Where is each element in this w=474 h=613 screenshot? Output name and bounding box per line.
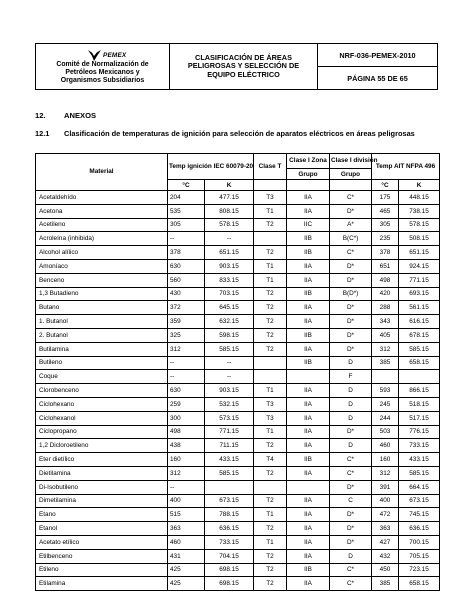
- header-temp-ait: Temp AIT NFPA 496: [372, 154, 440, 180]
- cell-ait-kelvin: 517.15: [399, 411, 440, 425]
- cell-ign-celsius: 630: [168, 259, 205, 273]
- cell-ait-kelvin: 636.15: [399, 522, 440, 536]
- cell-clase-t: T2: [254, 218, 287, 232]
- cell-division-grupo: D*: [330, 328, 372, 342]
- cell-division-grupo: D*: [330, 535, 372, 549]
- cell-zona-grupo: IIA: [287, 439, 330, 453]
- cell-clase-t: T1: [254, 204, 287, 218]
- cell-zona-grupo: IIB: [287, 246, 330, 260]
- cell-division-grupo: C*: [330, 466, 372, 480]
- cell-ign-celsius: 535: [168, 204, 205, 218]
- cell-zona-grupo: IIA: [287, 508, 330, 522]
- cell-division-grupo: D*: [330, 342, 372, 356]
- cell-material: 1,2 Dicloroetileno: [36, 439, 168, 453]
- section-number: 12.: [35, 111, 46, 120]
- cell-ait-celsius: 405: [372, 328, 399, 342]
- pemex-logo: [88, 49, 126, 61]
- cell-division-grupo: C*: [330, 563, 372, 577]
- cell-ait-celsius: 503: [372, 425, 399, 439]
- cell-material: Ciclopropano: [36, 425, 168, 439]
- cell-ait-kelvin: 924.15: [399, 259, 440, 273]
- cell-ait-celsius: 420: [372, 287, 399, 301]
- cell-ait-kelvin: 518.15: [399, 397, 440, 411]
- page-number: PÁGINA 55 DE 65: [347, 73, 408, 83]
- cell-division-grupo: A*: [330, 218, 372, 232]
- cell-ign-celsius: 515: [168, 508, 205, 522]
- cell-ign-kelvin: 703.15: [205, 287, 254, 301]
- cell-clase-t: T3: [254, 397, 287, 411]
- cell-clase-t: T2: [254, 315, 287, 329]
- cell-ait-celsius: 450: [372, 563, 399, 577]
- cell-material: Butileno: [36, 356, 168, 370]
- cell-clase-t: T2: [254, 466, 287, 480]
- table-row: [36, 439, 440, 453]
- cell-ign-celsius: --: [168, 370, 205, 384]
- cell-ign-kelvin: 903.15: [205, 259, 254, 273]
- cell-ign-celsius: --: [168, 232, 205, 246]
- cell-clase-t: T1: [254, 425, 287, 439]
- table-row: [36, 535, 440, 549]
- cell-clase-t: T1: [254, 508, 287, 522]
- cell-ign-celsius: --: [168, 356, 205, 370]
- cell-division-grupo: C*: [330, 577, 372, 591]
- cell-clase-t: T1: [254, 273, 287, 287]
- table-row: [36, 480, 440, 494]
- cell-ait-kelvin: 700.15: [399, 535, 440, 549]
- cell-ait-kelvin: 705.15: [399, 549, 440, 563]
- ignition-temperature-table: [35, 153, 440, 591]
- cell-ign-celsius: 400: [168, 494, 205, 508]
- table-row: [36, 342, 440, 356]
- cell-material: 1. Butanol: [36, 315, 168, 329]
- cell-clase-t: T1: [254, 535, 287, 549]
- cell-material: Benceno: [36, 273, 168, 287]
- cell-ign-celsius: 359: [168, 315, 205, 329]
- cell-ait-celsius: 288: [372, 301, 399, 315]
- cell-material: Butilamina: [36, 342, 168, 356]
- cell-material: Eter dietílico: [36, 453, 168, 467]
- cell-material: Ciclohexano: [36, 397, 168, 411]
- cell-clase-t: T2: [254, 494, 287, 508]
- committee-line: Petróleos Mexicanos y: [65, 69, 140, 77]
- cell-ait-celsius: 378: [372, 246, 399, 260]
- cell-ait-kelvin: 693.15: [399, 287, 440, 301]
- table-row: [36, 411, 440, 425]
- cell-ign-celsius: 305: [168, 218, 205, 232]
- header-empty: [330, 180, 372, 191]
- cell-ait-celsius: 160: [372, 453, 399, 467]
- cell-ait-kelvin: 866.15: [399, 384, 440, 398]
- cell-ait-kelvin: 658.15: [399, 356, 440, 370]
- cell-ign-kelvin: 573.15: [205, 411, 254, 425]
- table-row: [36, 218, 440, 232]
- table-row: [36, 563, 440, 577]
- cell-ait-celsius: 472: [372, 508, 399, 522]
- header-celsius: °C: [372, 180, 399, 191]
- header-temp-ignicion: Temp ignición IEC 60079-20: [168, 154, 254, 180]
- table-row: [36, 508, 440, 522]
- cell-ign-celsius: 438: [168, 439, 205, 453]
- cell-material: Dimetilamina: [36, 494, 168, 508]
- cell-ait-celsius: 343: [372, 315, 399, 329]
- table-row: [36, 425, 440, 439]
- cell-division-grupo: C*: [330, 246, 372, 260]
- cell-ait-kelvin: 508.15: [399, 232, 440, 246]
- cell-material: Amoníaco: [36, 259, 168, 273]
- cell-division-grupo: D: [330, 411, 372, 425]
- cell-ign-celsius: 204: [168, 191, 205, 205]
- committee-line: Organismos Subsidiarios: [60, 77, 145, 85]
- cell-ign-kelvin: --: [205, 370, 254, 384]
- cell-clase-t: T2: [254, 549, 287, 563]
- cell-ait-celsius: 244: [372, 411, 399, 425]
- cell-ait-kelvin: 733.15: [399, 439, 440, 453]
- subsection-heading: [35, 130, 439, 139]
- cell-clase-t: T1: [254, 259, 287, 273]
- table-row: [36, 549, 440, 563]
- cell-ign-kelvin: 704.15: [205, 549, 254, 563]
- section-title: ANEXOS: [64, 111, 97, 120]
- cell-ign-kelvin: --: [205, 356, 254, 370]
- cell-ign-kelvin: 903.15: [205, 384, 254, 398]
- cell-clase-t: T3: [254, 191, 287, 205]
- cell-zona-grupo: IIB: [287, 356, 330, 370]
- table-row: [36, 370, 440, 384]
- cell-ait-celsius: 432: [372, 549, 399, 563]
- cell-material: Acroleína (inhibida): [36, 232, 168, 246]
- subsection-title: Clasificación de temperaturas de ignición para selección de aparatos eléctricos en áreas peligrosas: [64, 129, 415, 138]
- cell-ign-celsius: 312: [168, 466, 205, 480]
- cell-division-grupo: D*: [330, 259, 372, 273]
- cell-zona-grupo: IIA: [287, 204, 330, 218]
- cell-material: Butano: [36, 301, 168, 315]
- cell-division-grupo: B(D*): [330, 287, 372, 301]
- cell-ign-celsius: 425: [168, 563, 205, 577]
- cell-ign-celsius: 498: [168, 425, 205, 439]
- cell-ait-kelvin: 616.15: [399, 315, 440, 329]
- cell-clase-t: T2: [254, 301, 287, 315]
- cell-division-grupo: D: [330, 549, 372, 563]
- cell-ign-celsius: 312: [168, 342, 205, 356]
- section-heading: [35, 111, 96, 120]
- cell-ait-kelvin: 448.15: [399, 191, 440, 205]
- cell-clase-t: [254, 356, 287, 370]
- cell-division-grupo: B(C*): [330, 232, 372, 246]
- cell-division-grupo: C*: [330, 191, 372, 205]
- cell-clase-t: T3: [254, 411, 287, 425]
- cell-division-grupo: F: [330, 370, 372, 384]
- table-row: [36, 494, 440, 508]
- cell-material: Acetaldehído: [36, 191, 168, 205]
- logo-text: PEMEX: [103, 51, 127, 59]
- cell-material: Clorobenceno: [36, 384, 168, 398]
- cell-ign-celsius: 160: [168, 453, 205, 467]
- cell-zona-grupo: IIA: [287, 425, 330, 439]
- cell-ign-celsius: 460: [168, 535, 205, 549]
- cell-zona-grupo: IIA: [287, 342, 330, 356]
- cell-zona-grupo: [287, 370, 330, 384]
- cell-ign-kelvin: --: [205, 232, 254, 246]
- cell-ign-kelvin: 771.15: [205, 425, 254, 439]
- cell-material: Etilamina: [36, 577, 168, 591]
- cell-clase-t: [254, 480, 287, 494]
- cell-ign-celsius: 560: [168, 273, 205, 287]
- table-row: [36, 577, 440, 591]
- cell-division-grupo: D*: [330, 315, 372, 329]
- cell-zona-grupo: IIA: [287, 522, 330, 536]
- cell-ait-kelvin: 776.15: [399, 425, 440, 439]
- cell-ign-kelvin: 788.15: [205, 508, 254, 522]
- header-kelvin: K: [399, 180, 440, 191]
- cell-clase-t: T2: [254, 522, 287, 536]
- cell-ign-celsius: 425: [168, 577, 205, 591]
- cell-ait-celsius: 385: [372, 577, 399, 591]
- cell-material: Acetona: [36, 204, 168, 218]
- table-row: [36, 259, 440, 273]
- table-row: [36, 356, 440, 370]
- cell-ait-kelvin: 678.15: [399, 328, 440, 342]
- cell-division-grupo: D*: [330, 508, 372, 522]
- cell-clase-t: T2: [254, 342, 287, 356]
- cell-ign-celsius: 300: [168, 411, 205, 425]
- cell-clase-t: T2: [254, 287, 287, 301]
- cell-ign-celsius: 630: [168, 384, 205, 398]
- table-row: [36, 232, 440, 246]
- cell-zona-grupo: IIB: [287, 287, 330, 301]
- table-row: [36, 397, 440, 411]
- cell-ait-celsius: 400: [372, 494, 399, 508]
- cell-ait-kelvin: 723.15: [399, 563, 440, 577]
- cell-ait-kelvin: 673.15: [399, 494, 440, 508]
- cell-clase-t: T2: [254, 563, 287, 577]
- cell-material: Etano: [36, 508, 168, 522]
- cell-zona-grupo: IIA: [287, 577, 330, 591]
- cell-zona-grupo: IIA: [287, 411, 330, 425]
- cell-ait-kelvin: 561.15: [399, 301, 440, 315]
- cell-ait-kelvin: 658.15: [399, 577, 440, 591]
- cell-division-grupo: D*: [330, 273, 372, 287]
- cell-ait-celsius: 498: [372, 273, 399, 287]
- cell-ait-kelvin: 771.15: [399, 273, 440, 287]
- cell-clase-t: T2: [254, 439, 287, 453]
- cell-division-grupo: D: [330, 439, 372, 453]
- cell-division-grupo: D*: [330, 204, 372, 218]
- table-row: [36, 453, 440, 467]
- cell-clase-t: T2: [254, 246, 287, 260]
- cell-division-grupo: C*: [330, 453, 372, 467]
- header-celsius: °C: [168, 180, 205, 191]
- cell-ait-celsius: 312: [372, 466, 399, 480]
- cell-ign-celsius: 430: [168, 287, 205, 301]
- cell-ign-celsius: 325: [168, 328, 205, 342]
- cell-ign-kelvin: 632.15: [205, 315, 254, 329]
- cell-division-grupo: D*: [330, 301, 372, 315]
- table-row: [36, 191, 440, 205]
- cell-ait-celsius: 305: [372, 218, 399, 232]
- header-material: Material: [36, 154, 168, 191]
- cell-ait-kelvin: 738.15: [399, 204, 440, 218]
- header-clase-i-zona: Clase I Zona: [287, 154, 330, 169]
- table-row: [36, 522, 440, 536]
- cell-zona-grupo: IIB: [287, 232, 330, 246]
- cell-ait-kelvin: 585.15: [399, 466, 440, 480]
- header-kelvin: K: [205, 180, 254, 191]
- cell-zona-grupo: IIA: [287, 466, 330, 480]
- cell-ign-kelvin: 711.15: [205, 439, 254, 453]
- table-row: [36, 246, 440, 260]
- cell-ign-kelvin: 636.15: [205, 522, 254, 536]
- header-organization-cell: [36, 44, 170, 89]
- cell-division-grupo: D: [330, 384, 372, 398]
- cell-zona-grupo: IIA: [287, 273, 330, 287]
- cell-ait-celsius: 391: [372, 480, 399, 494]
- cell-ign-kelvin: 532.15: [205, 397, 254, 411]
- header-empty: [254, 180, 287, 191]
- cell-material: Acetileno: [36, 218, 168, 232]
- cell-ign-kelvin: 733.15: [205, 535, 254, 549]
- cell-ait-celsius: 651: [372, 259, 399, 273]
- cell-ign-kelvin: 651.15: [205, 246, 254, 260]
- table-row: [36, 287, 440, 301]
- committee-line: Comité de Normalización de: [56, 61, 149, 68]
- cell-ign-kelvin: 585.15: [205, 342, 254, 356]
- cell-clase-t: T2: [254, 328, 287, 342]
- cell-ait-celsius: 312: [372, 342, 399, 356]
- cell-ait-kelvin: 578.15: [399, 218, 440, 232]
- cell-ign-kelvin: 598.15: [205, 328, 254, 342]
- cell-ait-celsius: 427: [372, 535, 399, 549]
- header-grupo: Grupo: [287, 169, 330, 180]
- cell-ign-kelvin: 698.15: [205, 563, 254, 577]
- cell-ign-kelvin: 698.15: [205, 577, 254, 591]
- cell-ign-celsius: 363: [168, 522, 205, 536]
- cell-ign-kelvin: 585.15: [205, 466, 254, 480]
- subsection-number: 12.1: [35, 129, 50, 138]
- cell-zona-grupo: [287, 480, 330, 494]
- pemex-eagle-icon: [88, 50, 101, 61]
- cell-clase-t: T4: [254, 453, 287, 467]
- header-clase-t: Clase T: [254, 154, 287, 180]
- cell-clase-t: [254, 232, 287, 246]
- cell-material: 1,3 Butadieno: [36, 287, 168, 301]
- cell-ait-celsius: [372, 370, 399, 384]
- cell-division-grupo: C: [330, 494, 372, 508]
- table-row: [36, 466, 440, 480]
- cell-division-grupo: D*: [330, 480, 372, 494]
- cell-material: Acetato etílico: [36, 535, 168, 549]
- cell-zona-grupo: IIC: [287, 218, 330, 232]
- cell-zona-grupo: IIA: [287, 549, 330, 563]
- cell-ign-kelvin: 808.15: [205, 204, 254, 218]
- document-title: CLASIFICACIÓN DE ÁREAS PELIGROSAS Y SELECCIÓN DE EQUIPO ELÉCTRICO: [170, 44, 318, 89]
- cell-ign-celsius: 378: [168, 246, 205, 260]
- cell-clase-t: [254, 370, 287, 384]
- cell-ait-celsius: 385: [372, 356, 399, 370]
- cell-material: Etanol: [36, 522, 168, 536]
- cell-ign-kelvin: 433.15: [205, 453, 254, 467]
- cell-zona-grupo: IIB: [287, 563, 330, 577]
- cell-ait-celsius: 363: [372, 522, 399, 536]
- table-row: [36, 315, 440, 329]
- header-clase-i-division: Clase I división: [330, 154, 372, 169]
- cell-ait-kelvin: 745.15: [399, 508, 440, 522]
- cell-zona-grupo: IIA: [287, 315, 330, 329]
- cell-material: Etilbenceno: [36, 549, 168, 563]
- cell-ign-celsius: 372: [168, 301, 205, 315]
- cell-zona-grupo: IIA: [287, 397, 330, 411]
- cell-zona-grupo: IIA: [287, 301, 330, 315]
- table-row: [36, 204, 440, 218]
- cell-material: Alcohol alílico: [36, 246, 168, 260]
- document-code: NRF-036-PEMEX-2010: [318, 44, 437, 67]
- cell-ign-celsius: 259: [168, 397, 205, 411]
- cell-ait-celsius: 235: [372, 232, 399, 246]
- cell-material: Coque: [36, 370, 168, 384]
- header-empty: [287, 180, 330, 191]
- cell-material: Ciclohexanol: [36, 411, 168, 425]
- cell-ign-kelvin: 645.15: [205, 301, 254, 315]
- cell-ait-celsius: 465: [372, 204, 399, 218]
- table-body: [36, 191, 440, 591]
- cell-zona-grupo: IIB: [287, 328, 330, 342]
- cell-material: Di-Isobutileno: [36, 480, 168, 494]
- cell-ait-kelvin: [399, 370, 440, 384]
- cell-ign-kelvin: 578.15: [205, 218, 254, 232]
- cell-zona-grupo: IIA: [287, 535, 330, 549]
- cell-ait-celsius: 460: [372, 439, 399, 453]
- cell-ait-celsius: 175: [372, 191, 399, 205]
- cell-ign-kelvin: [205, 480, 254, 494]
- header-code-cell: [318, 44, 437, 89]
- cell-division-grupo: D*: [330, 425, 372, 439]
- committee-name: [36, 61, 169, 85]
- cell-material: 2. Butanol: [36, 328, 168, 342]
- cell-material: Dietilamina: [36, 466, 168, 480]
- cell-ait-kelvin: 585.15: [399, 342, 440, 356]
- cell-division-grupo: D: [330, 356, 372, 370]
- header-grupo: Grupo: [330, 169, 372, 180]
- cell-division-grupo: D*: [330, 522, 372, 536]
- cell-clase-t: T2: [254, 577, 287, 591]
- cell-ait-celsius: 245: [372, 397, 399, 411]
- table-row: [36, 328, 440, 342]
- document-header: [35, 43, 438, 90]
- cell-zona-grupo: IIA: [287, 191, 330, 205]
- cell-ait-kelvin: 433.15: [399, 453, 440, 467]
- cell-ign-kelvin: 833.15: [205, 273, 254, 287]
- table-row: [36, 273, 440, 287]
- cell-zona-grupo: IIA: [287, 494, 330, 508]
- cell-ign-kelvin: 673.15: [205, 494, 254, 508]
- cell-zona-grupo: IIA: [287, 259, 330, 273]
- cell-ign-celsius: --: [168, 480, 205, 494]
- table-row: [36, 384, 440, 398]
- cell-ait-celsius: 593: [372, 384, 399, 398]
- cell-ign-celsius: 431: [168, 549, 205, 563]
- cell-material: Etileno: [36, 563, 168, 577]
- cell-division-grupo: D: [330, 397, 372, 411]
- cell-zona-grupo: IIB: [287, 453, 330, 467]
- table-row: [36, 301, 440, 315]
- cell-zona-grupo: IIA: [287, 384, 330, 398]
- cell-ign-kelvin: 477.15: [205, 191, 254, 205]
- cell-clase-t: T1: [254, 384, 287, 398]
- cell-ait-kelvin: 664.15: [399, 480, 440, 494]
- cell-ait-kelvin: 651.15: [399, 246, 440, 260]
